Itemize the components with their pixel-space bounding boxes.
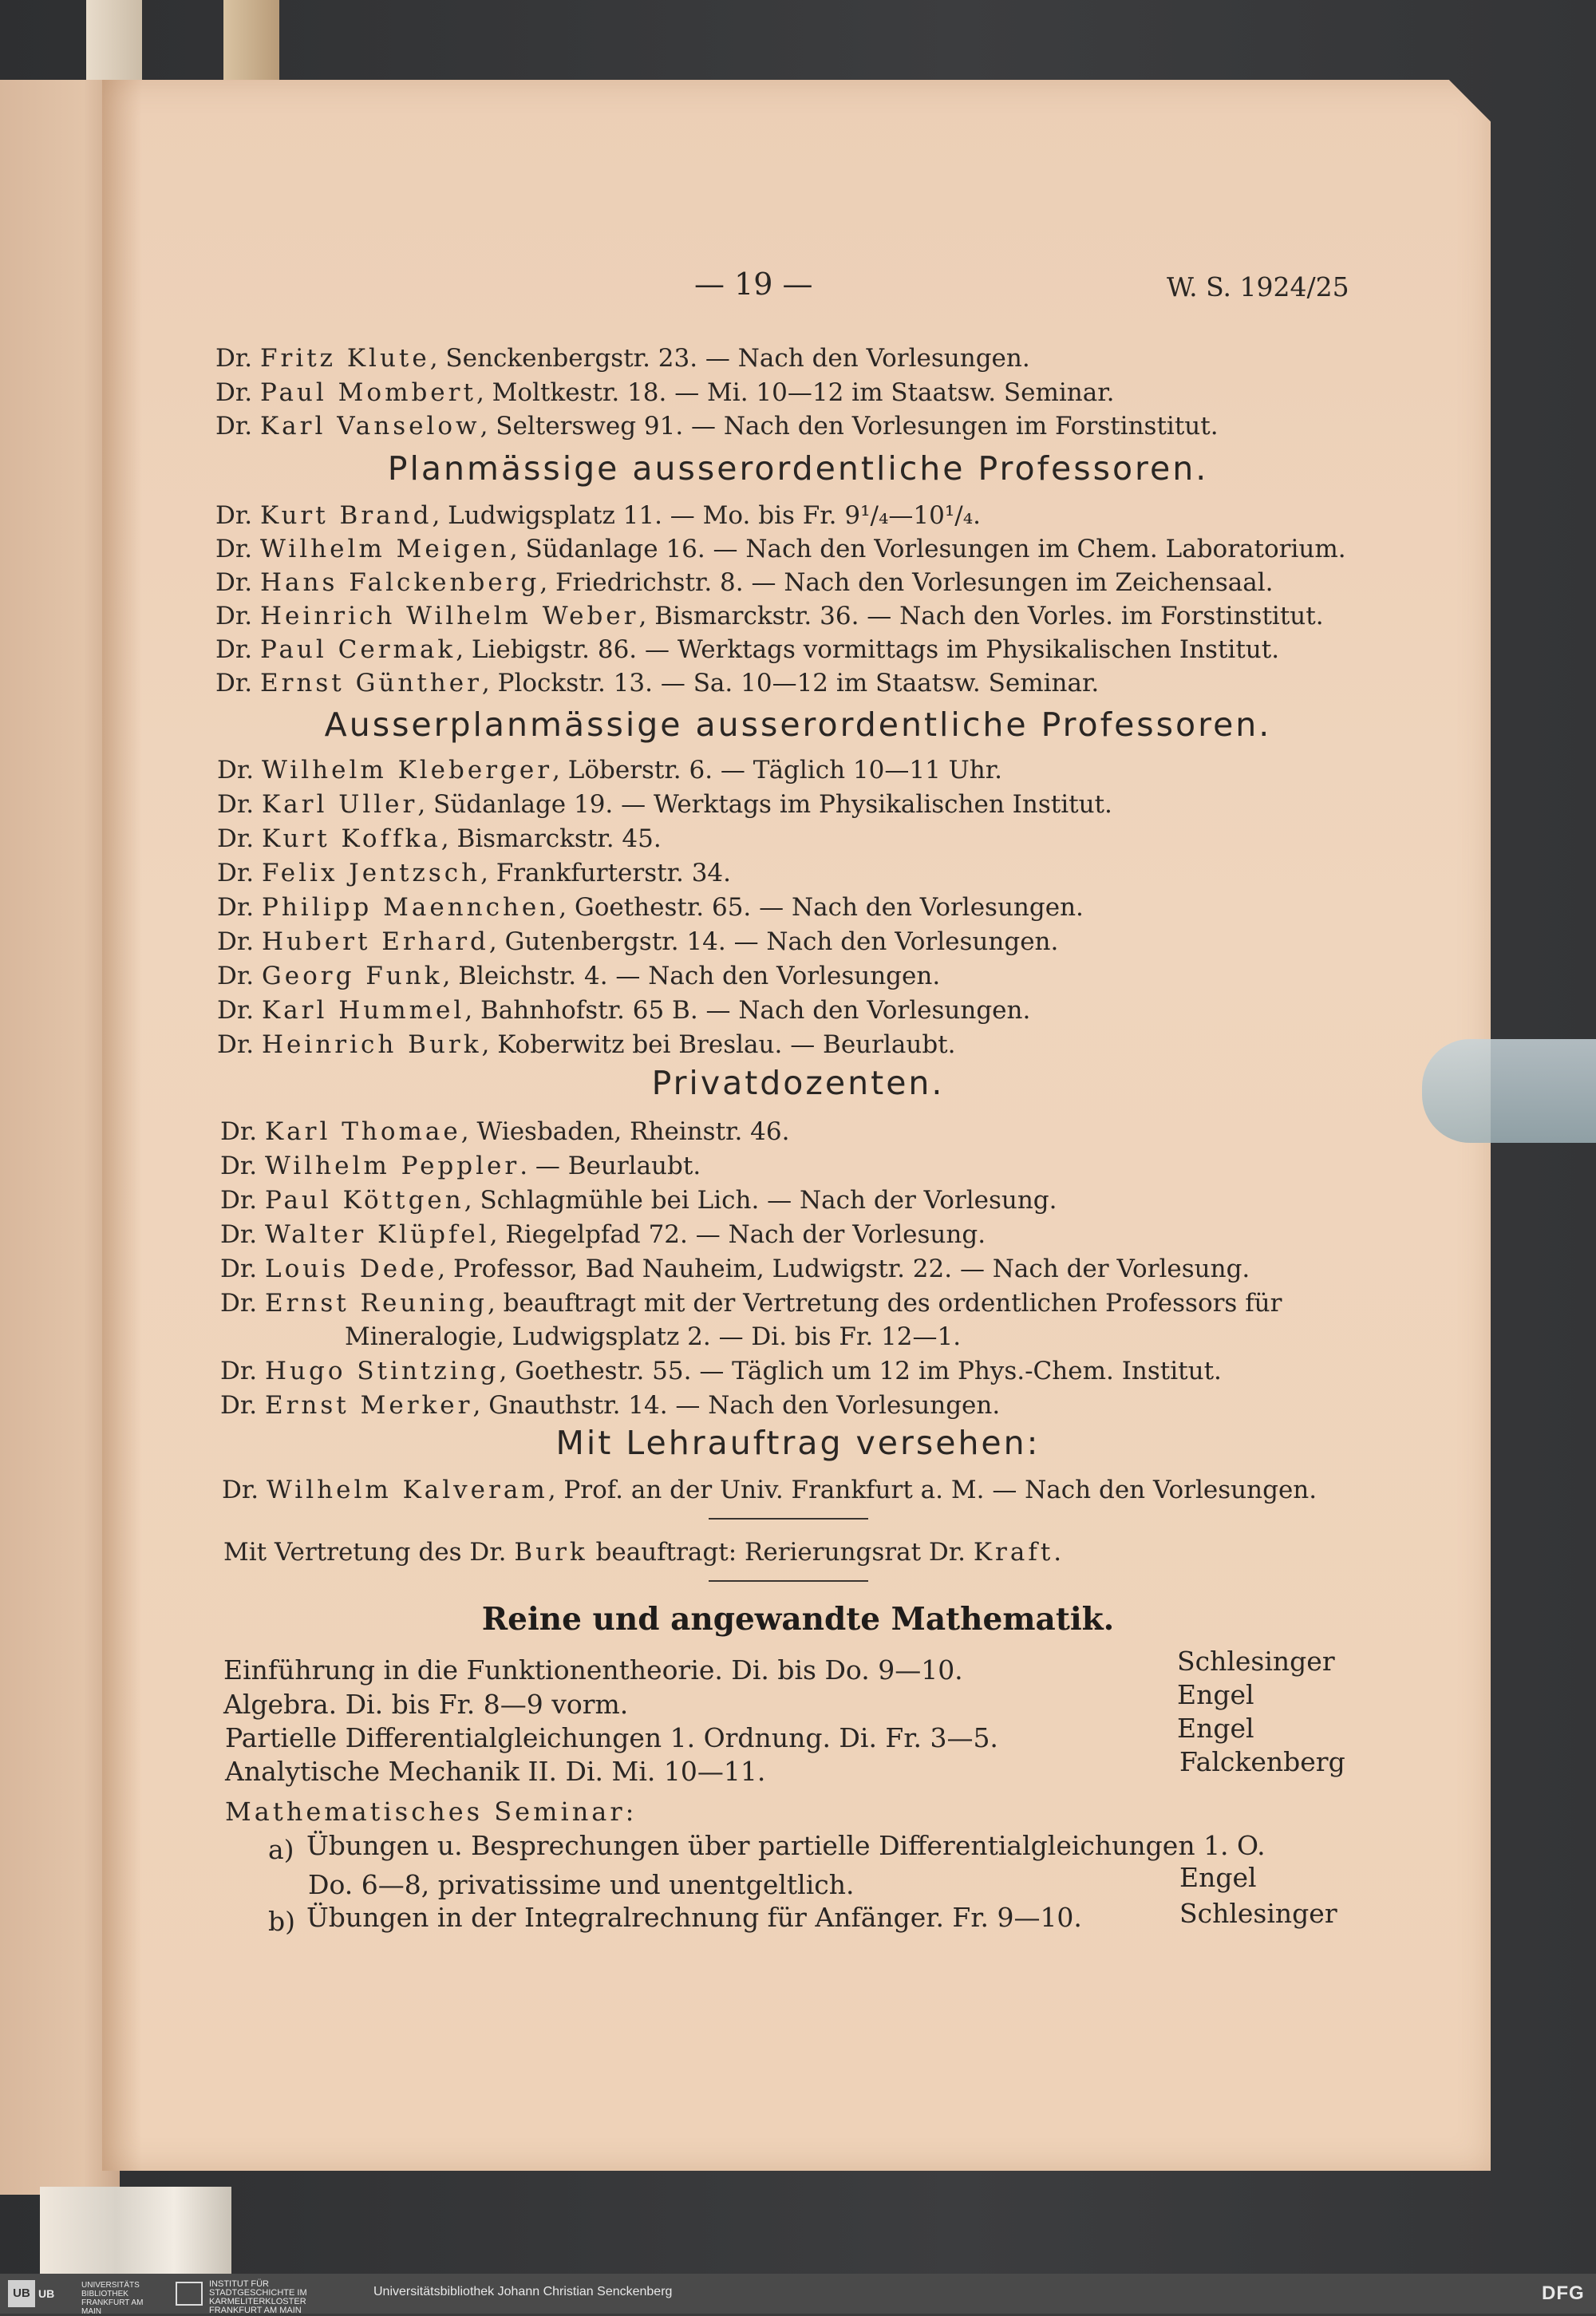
faculty-entry: Dr. Fritz Klute, Senckenbergstr. 23. — Nach den Vorlesungen. (215, 344, 1030, 373)
section-heading: Privatdozenten. (651, 1064, 945, 1102)
footer-bar (0, 2274, 1596, 2314)
ub-logo: UB (8, 2280, 35, 2307)
binding-strip (40, 2187, 231, 2275)
course-entry: Analytische Mechanik II. Di. Mi. 10—11. (225, 1756, 766, 1787)
faculty-entry: Dr. Wilhelm Peppler. — Beurlaubt. (220, 1152, 701, 1180)
faculty-entry: Dr. Kurt Brand, Ludwigsplatz 11. — Mo. bis Fr. 9¹/₄—10¹/₄. (215, 501, 981, 530)
faculty-entry: Dr. Karl Hummel, Bahnhofstr. 65 B. — Nach den Vorlesungen. (217, 996, 1031, 1025)
lecturer-name: Engel (1179, 1862, 1257, 1893)
page-number: — 19 — (694, 267, 813, 302)
page-gutter (102, 80, 142, 2171)
faculty-entry: Dr. Heinrich Burk, Koberwitz bei Breslau. — Beurlaubt. (217, 1030, 956, 1059)
faculty-entry: Dr. Paul Mombert, Moltkestr. 18. — Mi. 10—12 im Staatsw. Seminar. (215, 378, 1115, 407)
faculty-entry: Dr. Wilhelm Meigen, Südanlage 16. — Nach den Vorlesungen im Chem. Laboratorium. (215, 535, 1346, 563)
seminar-heading: Mathematisches Seminar: (225, 1796, 638, 1827)
faculty-entry: Dr. Philipp Maennchen, Goethestr. 65. — Nach den Vorlesungen. (217, 893, 1084, 922)
faculty-entry: Dr. Wilhelm Kalveram, Prof. an der Univ. Frankfurt a. M. — Nach den Vorlesungen. (222, 1476, 1317, 1504)
semester-label: W. S. 1924/25 (1167, 271, 1349, 302)
seminar-item: Übungen u. Besprechungen über partielle Differentialgleichungen 1. O. (306, 1830, 1266, 1861)
faculty-entry: Dr. Felix Jentzsch, Frankfurterstr. 34. (217, 859, 732, 887)
faculty-entry: Dr. Karl Thomae, Wiesbaden, Rheinstr. 46. (220, 1117, 790, 1146)
university-library-label: UNIVERSITÄTS BIBLIOTHEK FRANKFURT AM MAIN (81, 2281, 144, 2316)
section-heading: Ausserplanmässige ausserordentliche Professoren. (324, 705, 1272, 744)
course-entry: Algebra. Di. bis Fr. 8—9 vorm. (223, 1689, 629, 1720)
faculty-entry: Dr. Louis Dede, Professor, Bad Nauheim, Ludwigstr. 22. — Nach der Vorlesung. (220, 1255, 1250, 1283)
seminar-item-continuation: Do. 6—8, privatissime und unentgeltlich. (308, 1869, 855, 1900)
vertretung-note: Mit Vertretung des Dr. Burk beauftragt: Rerierungsrat Dr. Kraft. (223, 1538, 1062, 1567)
seminar-item-label: a) (268, 1834, 294, 1865)
seminar-item-label: b) (268, 1906, 295, 1937)
lecturer-name: Engel (1177, 1713, 1254, 1744)
section-heading: Planmässige ausserordentliche Professoren. (387, 449, 1209, 488)
lecturer-name: Falckenberg (1179, 1746, 1345, 1777)
institute-label: INSTITUT FÜR STADTGESCHICHTE IM KARMELITERKLOSTER FRANKFURT AM MAIN (209, 2279, 307, 2315)
faculty-entry: Dr. Ernst Reuning, beauftragt mit der Vertretung des ordentlichen Professors für (220, 1289, 1282, 1318)
faculty-entry: Dr. Kurt Koffka, Bismarckstr. 45. (217, 824, 662, 853)
faculty-entry: Dr. Hans Falckenberg, Friedrichstr. 8. — Nach den Vorlesungen im Zeichensaal. (215, 568, 1274, 597)
seminar-item: Übungen in der Integralrechnung für Anfänger. Fr. 9—10. (306, 1902, 1082, 1933)
faculty-entry: Dr. Karl Uller, Südanlage 19. — Werktags im Physikalischen Institut. (217, 790, 1112, 819)
faculty-entry: Dr. Paul Cermak, Liebigstr. 86. — Werktags vormittags im Physikalischen Institut. (215, 635, 1280, 664)
lecturer-name: Engel (1177, 1679, 1254, 1710)
divider (709, 1518, 868, 1520)
faculty-entry: Dr. Ernst Günther, Plockstr. 13. — Sa. 10—12 im Staatsw. Seminar. (215, 669, 1100, 698)
faculty-entry: Dr. Wilhelm Kleberger, Löberstr. 6. — Täglich 10—11 Uhr. (217, 756, 1003, 785)
faculty-entry: Dr. Hugo Stintzing, Goethestr. 55. — Täglich um 12 im Phys.-Chem. Institut. (220, 1357, 1222, 1385)
ub-label: UB (38, 2287, 55, 2300)
dfg-logo: DFG (1542, 2282, 1585, 2304)
faculty-entry: Dr. Ernst Merker, Gnauthstr. 14. — Nach den Vorlesungen. (220, 1391, 1001, 1420)
faculty-entry: Dr. Karl Vanselow, Seltersweg 91. — Nach den Vorlesungen im Forstinstitut. (215, 412, 1219, 441)
binding-strip (223, 0, 279, 88)
lecturer-name: Schlesinger (1177, 1646, 1335, 1677)
section-heading: Mit Lehrauftrag versehen: (555, 1424, 1041, 1462)
subject-title: Reine und angewandte Mathematik. (481, 1601, 1115, 1638)
faculty-entry: Dr. Heinrich Wilhelm Weber, Bismarckstr. 36. — Nach den Vorles. im Forstinstitut. (215, 602, 1324, 630)
faculty-entry: Dr. Georg Funk, Bleichstr. 4. — Nach den Vorlesungen. (217, 962, 941, 990)
faculty-entry-continuation: Mineralogie, Ludwigsplatz 2. — Di. bis Fr. 12—1. (345, 1322, 962, 1351)
divider (709, 1580, 868, 1582)
faculty-entry: Dr. Paul Köttgen, Schlagmühle bei Lich. — Nach der Vorlesung. (220, 1186, 1057, 1215)
lecturer-name: Schlesinger (1179, 1898, 1337, 1929)
course-entry: Einführung in die Funktionentheorie. Di. bis Do. 9—10. (223, 1654, 963, 1686)
faculty-entry: Dr. Hubert Erhard, Gutenbergstr. 14. — Nach den Vorlesungen. (217, 927, 1059, 956)
institute-logo (176, 2282, 203, 2306)
faculty-entry: Dr. Walter Klüpfel, Riegelpfad 72. — Nach der Vorlesung. (220, 1220, 986, 1249)
course-entry: Partielle Differentialgleichungen 1. Ordnung. Di. Fr. 3—5. (225, 1722, 998, 1753)
library-name: Universitätsbibliothek Johann Christian Senckenberg (373, 2285, 673, 2298)
